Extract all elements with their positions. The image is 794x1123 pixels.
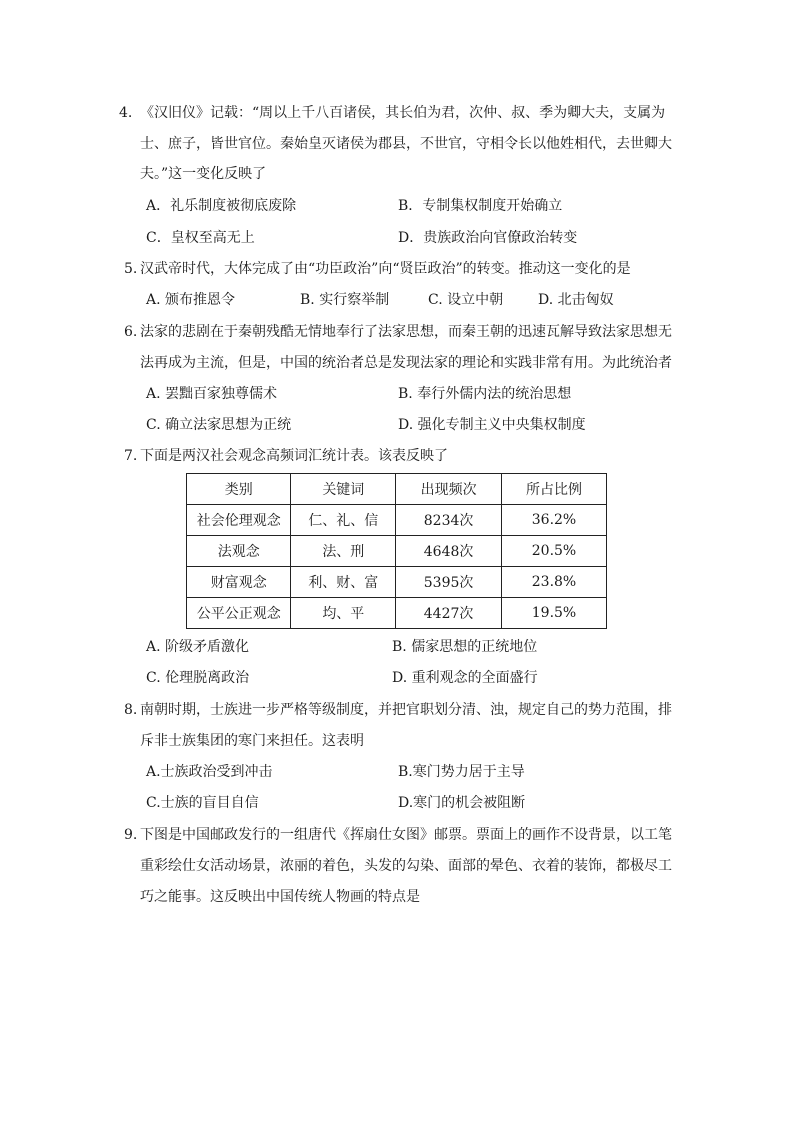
table-header-row [187,474,607,505]
option-c[interactable]: C．皇权至高无上 [146,230,255,246]
question-number: 8. [124,702,138,718]
table-cell: 利、财、富 [291,567,396,598]
table-cell: 20.5% [501,536,606,567]
option-c[interactable]: C. 确立法家思想为正统 [146,417,292,433]
option-d[interactable]: D. 强化专制主义中央集权制度 [398,417,586,433]
table-cell: 4427次 [396,598,502,629]
option-c[interactable]: C. 伦理脱离政治 [146,670,250,686]
table-header-cell: 所占比例 [501,474,606,505]
table-cell: 财富观念 [187,567,291,598]
table-row [187,567,607,598]
table-header-cell: 类别 [187,474,291,505]
question-text-line: 法再成为主流，但是，中国的统治者总是发现法家的理论和实践非常有用。为此统治者 [140,355,672,371]
option-a[interactable]: A. 阶级矛盾激化 [146,639,250,655]
question-text-line: 南朝时期，士族进一步严格等级制度，并把官职划分清、浊，规定自己的势力范围，排 [140,702,672,718]
table-row [187,536,607,567]
option-a[interactable]: A．礼乐制度被彻底废除 [146,198,297,214]
option-b[interactable]: B. 实行察举制 [300,292,390,308]
table-cell: 36.2% [501,505,606,536]
table-cell: 社会伦理观念 [187,505,291,536]
table-cell: 23.8% [501,567,606,598]
table-cell: 均、平 [291,598,396,629]
table-cell: 19.5% [501,598,606,629]
table-cell: 4648次 [396,536,502,567]
question-text-line: 下面是两汉社会观念高频词汇统计表。该表反映了 [140,448,448,464]
question-text-line: 《汉旧仪》记载：“周以上千八百诸侯，其长伯为君，次仲、叔、季为卿大夫，支属为 [140,105,666,121]
option-d[interactable]: D.寒门的机会被阻断 [398,795,526,811]
option-b[interactable]: B. 儒家思想的正统地位 [392,639,538,655]
table-row [187,505,607,536]
table-cell: 法观念 [187,536,291,567]
option-a[interactable]: A.士族政治受到冲击 [146,764,273,780]
question-number: 9. [124,827,138,843]
table-cell: 公平公正观念 [187,598,291,629]
question-number: 6. [124,324,138,340]
table-row [187,598,607,629]
option-b[interactable]: B. 奉行外儒内法的统治思想 [398,386,572,402]
question-number: 4. [119,105,133,121]
question-text-line: 下图是中国邮政发行的一组唐代《挥扇仕女图》邮票。票面上的画作不设背景，以工笔 [140,827,672,843]
table-cell: 法、刑 [291,536,396,567]
question-text-line: 夫。”这一变化反映了 [140,166,267,182]
table-cell: 5395次 [396,567,502,598]
question-number: 7. [124,448,138,464]
table-cell: 仁、礼、信 [291,505,396,536]
question-text-line: 巧之能事。这反映出中国传统人物画的特点是 [140,889,420,905]
question-text-line: 汉武帝时代，大体完成了由“功臣政治”向“贤臣政治”的转变。推动这一变化的是 [140,261,631,277]
option-d[interactable]: D．贵族政治向官僚政治转变 [398,230,578,246]
option-b[interactable]: B．专制集权制度开始确立 [398,198,563,214]
question-text-line: 斥非士族集团的寒门来担任。这表明 [140,733,364,749]
table-cell: 8234次 [396,505,502,536]
option-d[interactable]: D. 北击匈奴 [538,292,614,308]
word-frequency-table [186,473,607,629]
question-number: 5. [124,261,138,277]
option-a[interactable]: A. 罢黜百家独尊儒术 [146,386,278,402]
option-c[interactable]: C. 设立中朝 [428,292,504,308]
option-b[interactable]: B.寒门势力居于主导 [398,764,525,780]
option-d[interactable]: D. 重利观念的全面盛行 [392,670,538,686]
option-c[interactable]: C.士族的盲目自信 [146,795,259,811]
question-text-line: 法家的悲剧在于秦朝残酷无情地奉行了法家思想，而秦王朝的迅速瓦解导致法家思想无 [140,324,672,340]
question-text-line: 重彩绘仕女活动场景，浓丽的着色，头发的勾染、面部的晕色、衣着的装饰，都极尽工 [140,858,672,874]
question-text-line: 士、庶子，皆世官位。秦始皇灭诸侯为郡县，不世官，守相令长以他姓相代，去世卿大 [140,136,672,152]
option-a[interactable]: A. 颁布推恩令 [146,292,236,308]
table-header-cell: 关键词 [291,474,396,505]
table-header-cell: 出现频次 [396,474,502,505]
